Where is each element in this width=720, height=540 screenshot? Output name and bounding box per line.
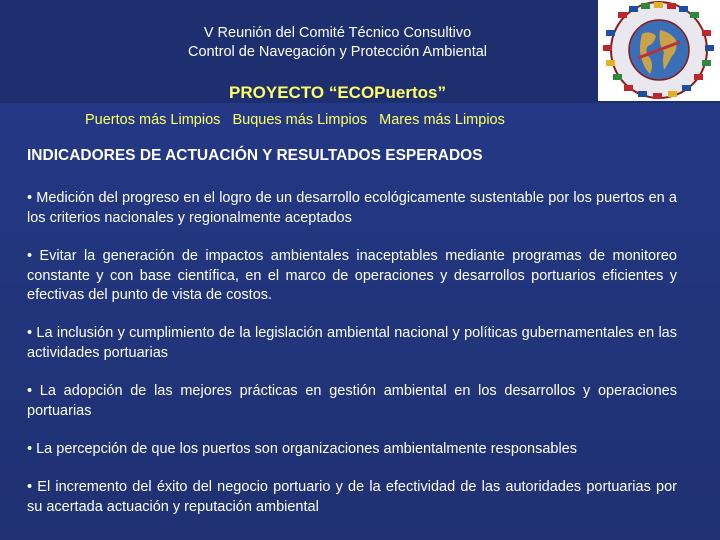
section-title: INDICADORES DE ACTUACIÓN Y RESULTADOS ESPERADOS [27,147,483,164]
header-line-2: Control de Navegación y Protección Ambiental [187,44,488,60]
bullet-item: • La inclusión y cumplimiento de la legislación ambiental nacional y políticas gubernamentales en las actividades portuarias [27,325,677,361]
bullet-item: • La percepción de que los puertos son organizaciones ambientalmente responsables [27,441,577,457]
header-line-1: V Reunión del Comité Técnico Consultivo [203,25,472,41]
slogans: Puertos más Limpios Buques más Limpios Mares más Limpios [85,112,505,128]
project-title: PROYECTO “ECOPuertos” [229,83,446,102]
bullet-item: • Evitar la generación de impactos ambientales inaceptables mediante programas de monitoreo constante y con base científica, en el marco de operaciones y desarrollos portuarios eficientes y efectivas del punto de vista de costos. [27,248,677,303]
bullet-item: • La adopción de las mejores prácticas en gestión ambiental en los desarrollos y operaciones portuarias [27,383,677,419]
bullet-item: • Medición del progreso en el logro de un desarrollo ecológicamente sustentable por los puertos en a los criterios nacionales y regionalmente aceptados [27,190,677,226]
meeting-header [0,24,675,62]
bullet-item: • El incremento del éxito del negocio portuario y de la efectividad de las autoridades portuarias por su acertada actuación y reputación ambiental [27,479,677,515]
